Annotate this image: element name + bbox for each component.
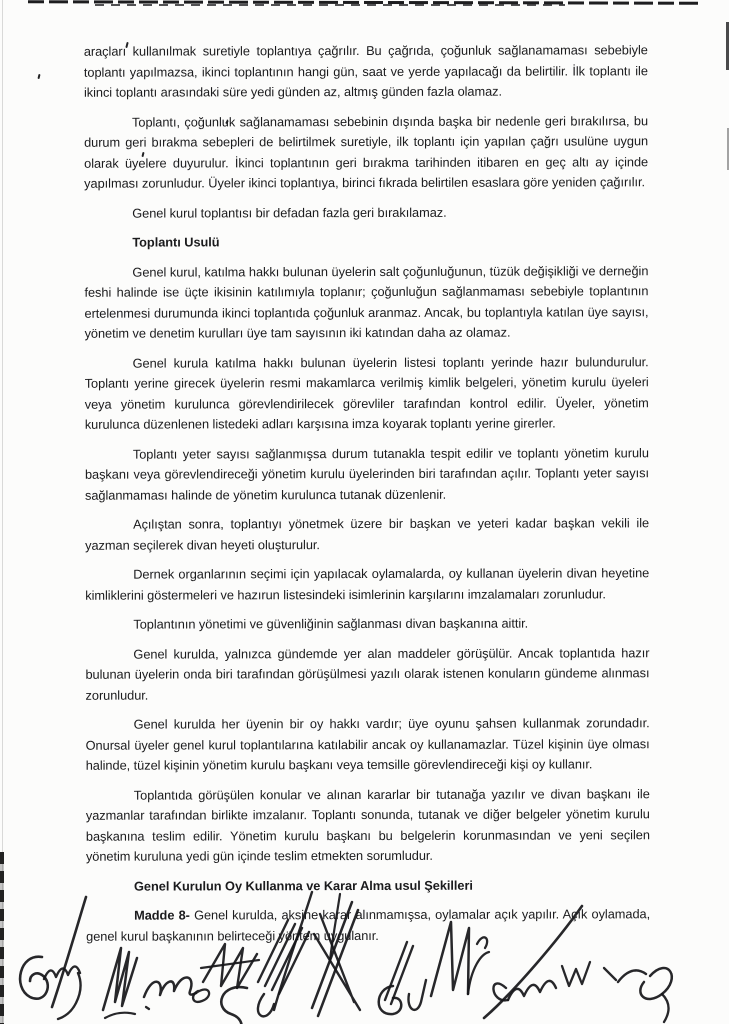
article-number: Madde 8- xyxy=(134,907,190,923)
paragraph: Madde 8- Genel kurulda, aksine karar alınmamışsa, oylamalar açık yapılır. Açık oylamada, genel kurul başkanının belirteceği yöntem uygulanır. xyxy=(86,906,651,944)
paragraph: Toplantıda görüşülen konular ve alınan kararlar bir tutanağa yazılır ve divan başkanı ile yazmanlar tarafından birlikte imzalanır. Toplantı sonunda, tutanak ve diğer belgeler yönetim kurulu başkanına teslim edilir. Yönetim kurulu başkanı bu belgelerin korunmasından ve yeni seçilen yönetim kuruluna yedi gün içinde teslim etmekten sorumludur. xyxy=(85,785,650,864)
paragraph: Dernek organlarının seçimi için yapılacak oylamalarda, oy kullanan üyelerin divan heyetine kimliklerini göstermeleri ve hazırun listesindeki isimlerinin karşılarını imzalamaları zorunludur. xyxy=(85,565,650,603)
paragraph: Toplantı, çoğunluk sağlanamaması sebebinin dışında başka bir nedenle geri bırakılırsa, bu durum geri bırakma sebepleri de belirtilmek suretiyle, ilk toplantı için yapılan çağrı usulüne uygun olarak üyelere duyurulur. İkinci toplantının geri bırakma tarihinden itibaren en geç altı ay içinde yapılması zorunludur. Üyeler ikinci toplantıya, birinci fıkrada belirtilen esaslara göre yeniden çağırılır. xyxy=(84,112,649,191)
ink-speck xyxy=(37,74,40,79)
scan-left-edge-artifact xyxy=(0,852,4,1024)
section-heading: Genel Kurulun Oy Kullanma ve Karar Alma usul Şekilleri xyxy=(133,877,473,894)
document-body xyxy=(84,40,650,955)
paragraph: Genel kurulda, yalnızca gündemde yer alan maddeler görüşülür. Ancak toplantıda hazır bulunan üyelerin onda biri tarafından görüşülmesi yazılı olarak istenen konuların gündeme alınması zorunludur. xyxy=(85,644,650,703)
paragraph: Toplantı yeter sayısı sağlanmışsa durum tutanakla tespit edilir ve toplantı yönetim kurulu başkanı veya görevlendireceği yönetim kurulu üyelerinden biri tarafından açılır. Toplantı yeter sayısı sağlanmaması halinde de yönetim kurulunca tutanak düzenlenir. xyxy=(84,444,649,503)
paragraph: Genel kurul, katılma hakkı bulunan üyelerin salt çoğunluğunun, tüzük değişikliği ve derneğin feshi halinde ise üçte ikisinin katılımıyla toplanır; çoğunluğun sağlanmaması sebebiyle toplantının ertelenmesi durumunda ikinci toplantıda çoğunluk aranmaz. Ancak, bu toplantıyla katılan üye sayısı, yönetim ve denetim kurulları üye tam sayısının iki katından daha az olamaz. xyxy=(84,262,649,341)
paragraph: Genel kurul toplantısı bir defadan fazla geri bırakılamaz. xyxy=(132,204,447,221)
paragraph: Toplantının yönetimi ve güvenliğinin sağlanması divan başkanına aittir. xyxy=(133,615,529,632)
signature xyxy=(140,945,220,1024)
paragraph: Genel kurula katılma hakkı bulunan üyelerin listesi toplantı yerinde hazır bulundurulur. Toplantı yerine girecek üyelerin resmi makamlarca verilmiş kimlik belgeleri, yönetim kurulu üyeleri veya yönetim kurulunca görevlendirilecek görevliler tarafından kontrol edilir. Üyeler, yönetim kurulunca düzenlenen listedeki adları karşısına imza koyarak toplantı yerine girerler. xyxy=(84,353,649,432)
paragraph: Genel kurulda her üyenin bir oy hakkı vardır; üye oyunu şahsen kullanmak zorundadır. Onursal üyeler genel kurul toplantılarına katılabilir ancak oy kullanamazlar. Tüzel kişinin üye olması halinde, tüzel kişinin yönetim kurulu başkanı veya temsille görevlendireceği kişi oy kullanır. xyxy=(85,715,650,773)
paragraph: araçları kullanılmak suretiyle toplantıya çağrılır. Bu çağrıda, çoğunluk sağlanamaması sebebiyle toplantı yapılmazsa, ikinci toplantının hangi gün, saat ve yerde yapılacağı da belirtilir. İlk toplantı ile ikinci toplantı arasındaki süre yedi günden az, altmış günden fazla olamaz. xyxy=(83,42,648,100)
scan-top-edge-artifact-2 xyxy=(95,4,565,6)
section-heading: Toplantı Usulü xyxy=(132,234,220,250)
paragraph: Açılıştan sonra, toplantıyı yönetmek üzere bir başkan ve yeteri kadar başkan vekili ile yazman seçilerek divan heyeti oluşturulur. xyxy=(85,515,650,553)
